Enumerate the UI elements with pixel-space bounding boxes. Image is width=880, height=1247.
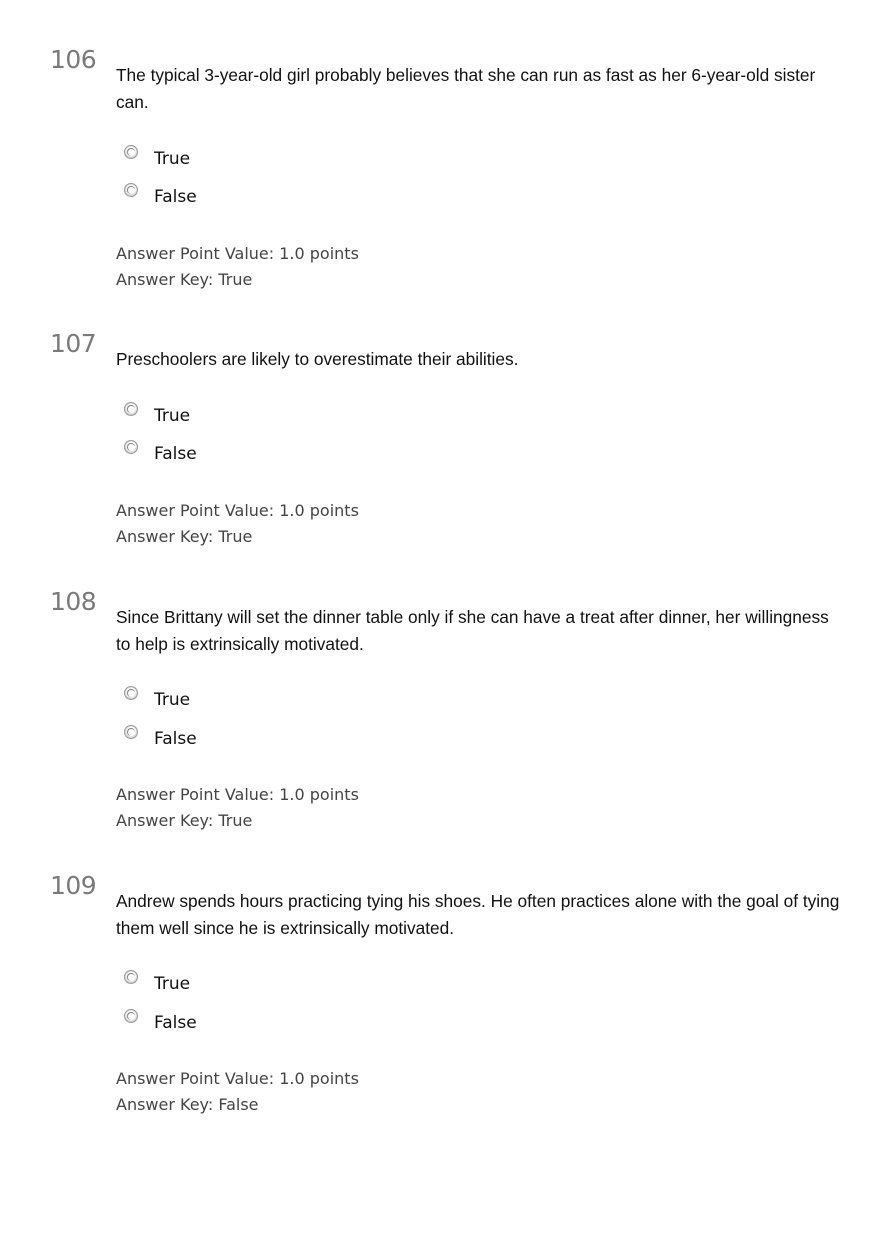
option-true[interactable] (124, 145, 324, 169)
answer-key: Answer Key: True (116, 811, 253, 830)
option-label[interactable]: False (154, 1013, 197, 1033)
radio-button[interactable] (124, 145, 138, 159)
question-text: The typical 3-year-old girl probably believes that she can run as fast as her 6-year-old sister can. (116, 65, 816, 112)
point-value: Answer Point Value: 1.0 points (116, 1069, 359, 1088)
option-label[interactable]: False (154, 444, 197, 464)
question-number: 108 (50, 587, 97, 616)
option-false[interactable] (124, 725, 324, 749)
option-label[interactable]: True (154, 149, 191, 169)
question-text: Since Brittany will set the dinner table only if she can have a treat after dinner, her willingness to help is extrinsically motivated. (116, 607, 829, 654)
radio-button[interactable] (124, 183, 138, 197)
question-number: 106 (50, 45, 97, 74)
question-text: Preschoolers are likely to overestimate their abilities. (116, 349, 519, 369)
radio-button[interactable] (124, 1009, 138, 1023)
option-true[interactable] (124, 970, 324, 994)
radio-button[interactable] (124, 970, 138, 984)
option-false[interactable] (124, 1009, 324, 1033)
point-value: Answer Point Value: 1.0 points (116, 501, 359, 520)
option-label[interactable]: False (154, 729, 197, 749)
option-label[interactable]: True (154, 974, 191, 994)
answer-key: Answer Key: True (116, 270, 253, 289)
answer-key: Answer Key: False (116, 1095, 259, 1114)
radio-button[interactable] (124, 725, 138, 739)
option-label[interactable]: False (154, 187, 197, 207)
radio-button[interactable] (124, 686, 138, 700)
option-false[interactable] (124, 440, 324, 464)
question-number: 109 (50, 871, 97, 900)
option-false[interactable] (124, 183, 324, 207)
point-value: Answer Point Value: 1.0 points (116, 785, 359, 804)
question-number: 107 (50, 329, 97, 358)
radio-button[interactable] (124, 440, 138, 454)
option-true[interactable] (124, 402, 324, 426)
option-label[interactable]: True (154, 406, 191, 426)
option-label[interactable]: True (154, 690, 191, 710)
question-text: Andrew spends hours practicing tying his shoes. He often practices alone with the goal of tying them well since he is extrinsically motivated. (116, 891, 840, 938)
radio-button[interactable] (124, 402, 138, 416)
answer-key: Answer Key: True (116, 527, 253, 546)
point-value: Answer Point Value: 1.0 points (116, 244, 359, 263)
option-true[interactable] (124, 686, 324, 710)
